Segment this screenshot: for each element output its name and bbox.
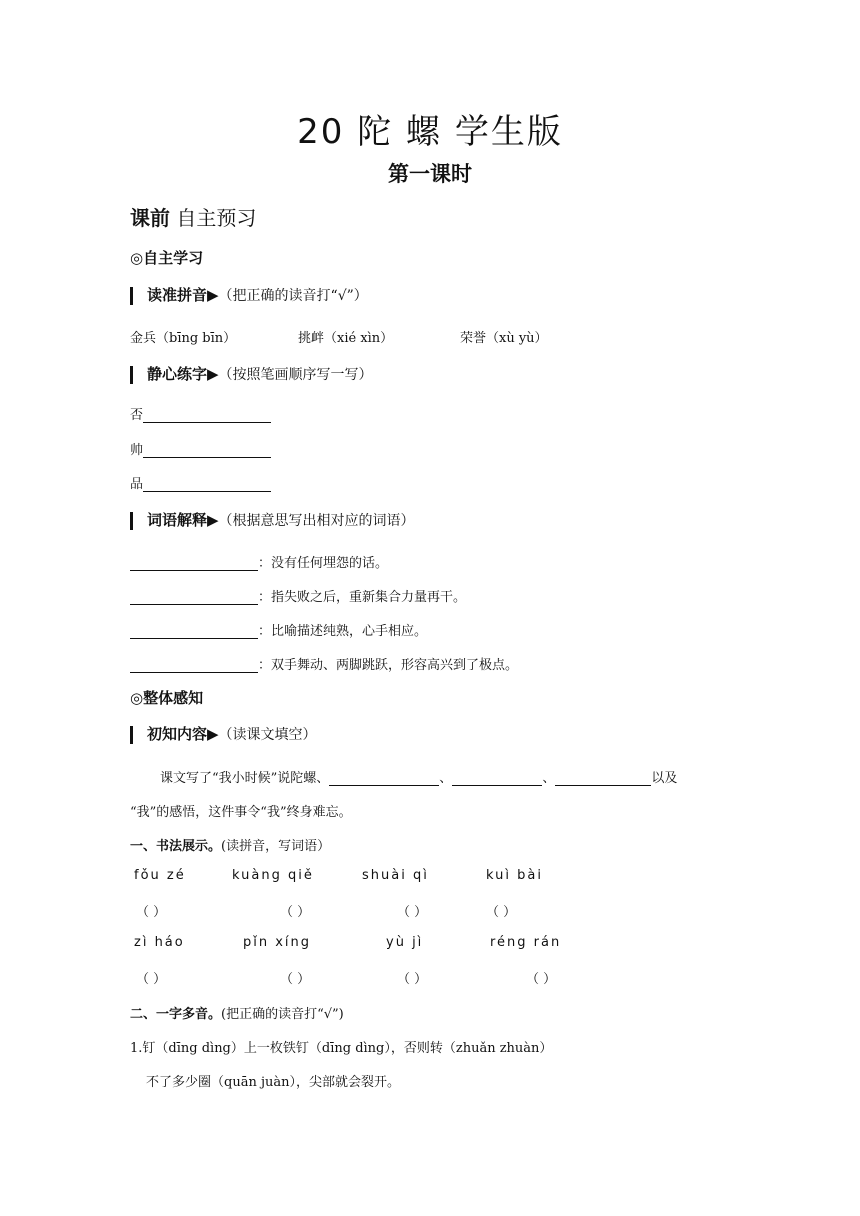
question-line: 1.钉（dīng dìng）上一枚铁钉（dīng dìng），否则转（zhuǎn zhuàn） (130, 1041, 553, 1056)
part1-label: 一、书法展示。 (130, 839, 222, 854)
answer-paren[interactable]: （ ） (280, 972, 311, 987)
part1-heading (130, 835, 330, 854)
content-paragraph-line2: “我”的感悟，这件事令“我”终身难忘。 (130, 805, 352, 820)
pinyin: pǐn xíng (243, 935, 312, 950)
write-blank[interactable] (143, 477, 271, 492)
pinyin: shuài qì (362, 868, 429, 883)
pinyin: yù jì (386, 935, 424, 950)
content-sep: 、 (542, 771, 556, 786)
pinyin: zì háo (134, 935, 185, 950)
definition-row (130, 654, 518, 673)
content-hint: （读课文填空） (218, 727, 317, 743)
definition-text: ：双手舞动、两脚跳跃，形容高兴到了极点。 (258, 658, 519, 673)
practice-char: 品 (130, 477, 144, 492)
answer-paren[interactable]: （ ） (136, 972, 167, 987)
writing-row (130, 404, 271, 423)
reading-label: 读准拼音▶ (147, 286, 219, 304)
section-heading (130, 202, 256, 231)
section-heading-rest: 自主预习 (176, 206, 257, 230)
pinyin: réng rán (490, 935, 562, 950)
writing-hint: （按照笔画顺序写一写） (218, 367, 373, 383)
definition-row (130, 552, 388, 571)
definition-row (130, 620, 427, 639)
page-title: 20 陀 螺 学生版 (297, 112, 563, 152)
content-label: 初知内容▶ (147, 725, 219, 743)
word-blank[interactable] (130, 556, 258, 571)
write-blank[interactable] (143, 408, 271, 423)
question-line: 不了多少圈（quān juàn），尖部就会裂开。 (146, 1075, 400, 1090)
answer-paren[interactable]: （ ） (486, 905, 517, 920)
word-blank[interactable] (130, 590, 258, 605)
part2-hint: (把正确的读音打“√”) (221, 1007, 344, 1022)
pinyin: fǒu zé (134, 868, 186, 883)
writing-header (130, 366, 373, 384)
self-study-marker: ◎自主学习 (130, 249, 204, 267)
lesson-subtitle: 第一课时 (388, 161, 472, 186)
answer-paren[interactable]: （ ） (280, 905, 311, 920)
part1-hint: (读拼音，写词语） (221, 839, 331, 854)
write-blank[interactable] (143, 443, 271, 458)
words-header (130, 512, 415, 530)
pinyin: kuì bài (486, 868, 543, 883)
word-blank[interactable] (130, 658, 258, 673)
answer-paren[interactable]: （ ） (397, 972, 428, 987)
overall-marker: ◎整体感知 (130, 689, 204, 707)
practice-char: 否 (130, 408, 144, 423)
reading-item: 金兵（bīng bīn） (130, 331, 237, 346)
reading-item: 荣誉（xù yù） (460, 331, 548, 346)
reading-item: 挑衅（xié xìn） (298, 331, 394, 346)
writing-row (130, 439, 271, 458)
definition-text: ：比喻描述纯熟，心手相应。 (258, 624, 428, 639)
part2-label: 二、一字多音。 (130, 1007, 222, 1022)
content-sep: 、 (439, 771, 453, 786)
part2-heading (130, 1003, 344, 1022)
reading-header (130, 287, 368, 305)
content-text: 课文写了“我小时候”说陀螺、 (160, 771, 330, 786)
answer-paren[interactable]: （ ） (136, 905, 167, 920)
definition-text: ：指失败之后，重新集合力量再干。 (258, 590, 467, 605)
section-heading-bold: 课前 (130, 206, 170, 230)
pinyin: kuàng qiě (232, 868, 314, 883)
answer-paren[interactable]: （ ） (397, 905, 428, 920)
answer-paren[interactable]: （ ） (526, 972, 557, 987)
words-label: 词语解释▶ (147, 511, 219, 529)
fill-blank[interactable] (555, 771, 651, 786)
practice-char: 帅 (130, 443, 144, 458)
fill-blank[interactable] (452, 771, 542, 786)
word-blank[interactable] (130, 624, 258, 639)
reading-hint: （把正确的读音打“√”） (218, 288, 368, 304)
writing-row (130, 473, 271, 492)
content-text-end: 以及 (651, 771, 678, 786)
definition-row (130, 586, 466, 605)
fill-blank[interactable] (329, 771, 439, 786)
content-paragraph-line1 (160, 767, 677, 786)
writing-label: 静心练字▶ (147, 365, 219, 383)
definition-text: ：没有任何埋怨的话。 (258, 556, 389, 571)
content-header (130, 726, 317, 744)
words-hint: （根据意思写出相对应的词语） (218, 513, 415, 529)
